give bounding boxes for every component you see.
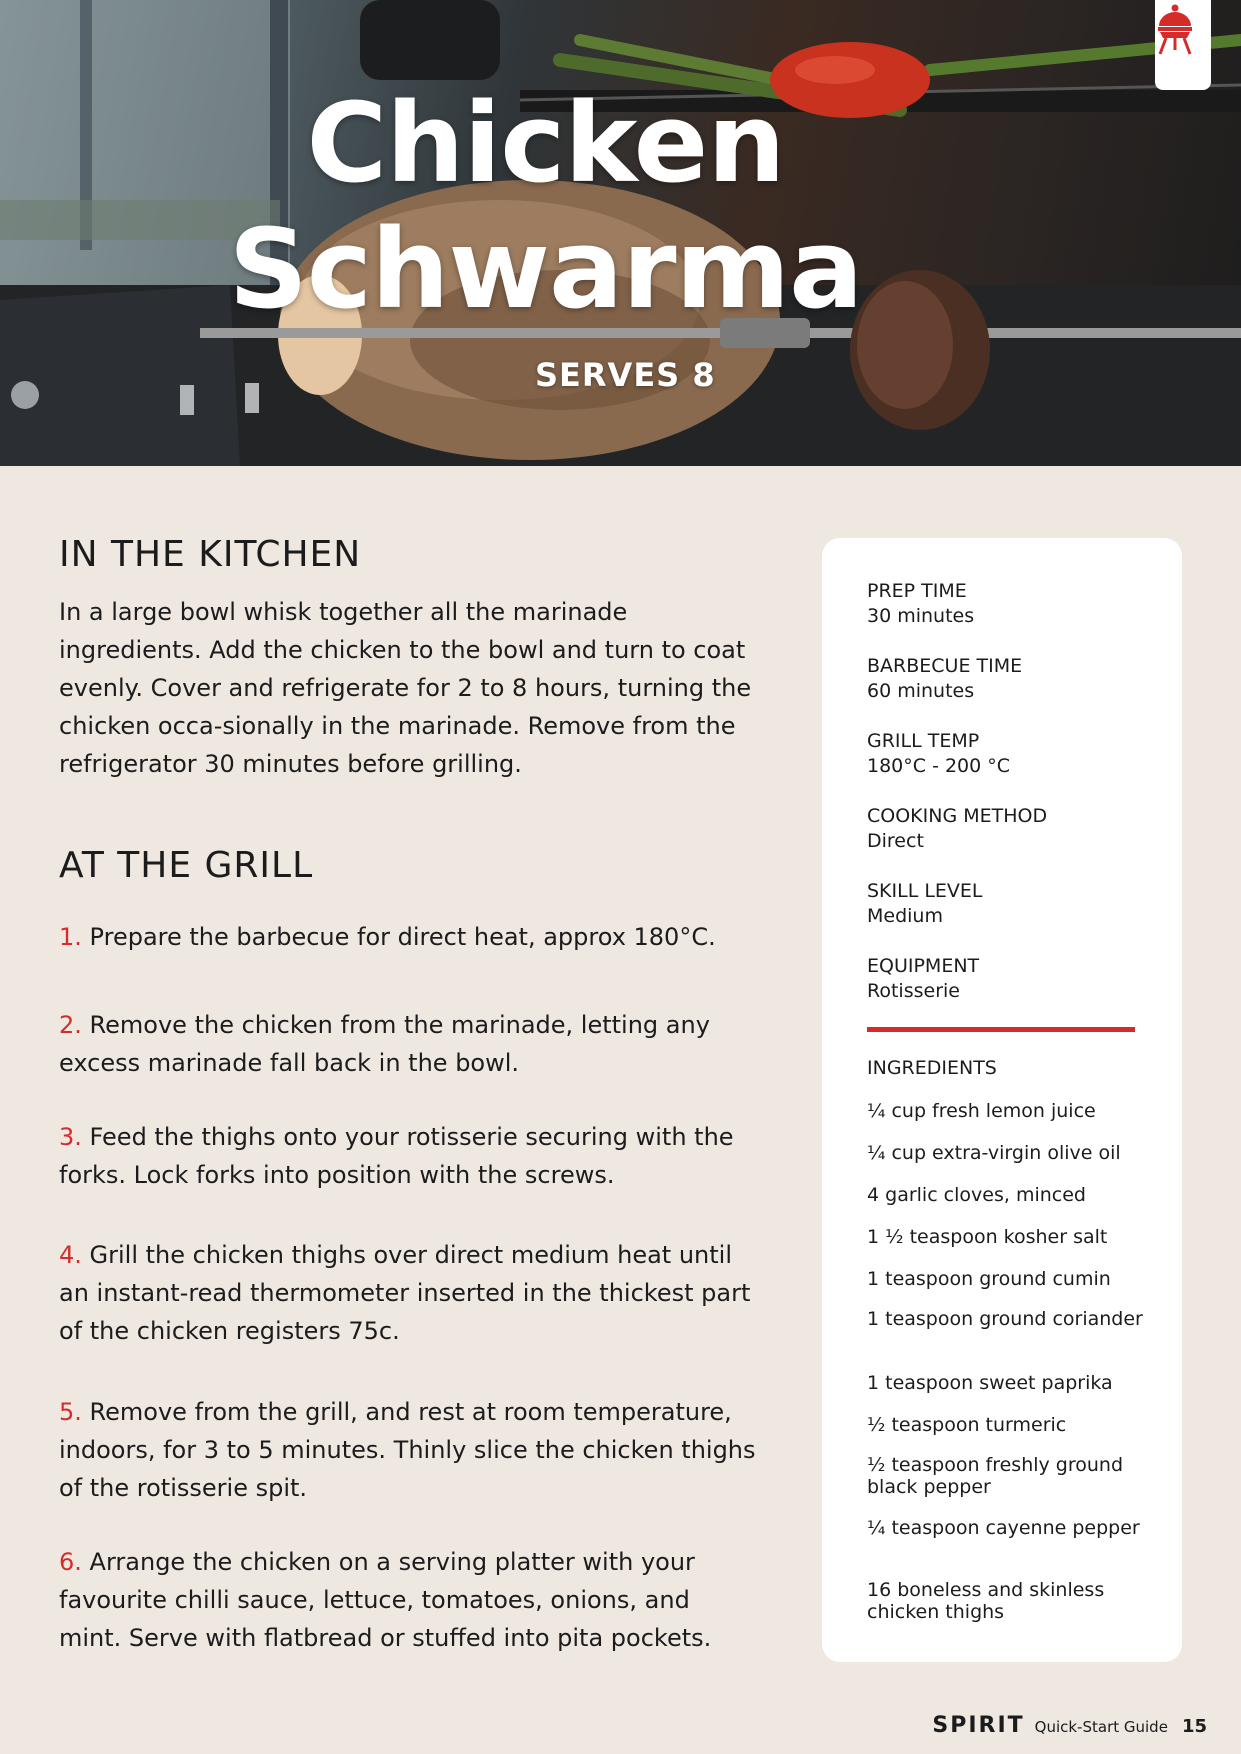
prep-time xyxy=(867,579,974,629)
grill-heading: AT THE GRILL xyxy=(59,845,314,886)
ingredient-item: ¼ cup extra-virgin olive oil xyxy=(867,1142,1121,1164)
title-line-2: Schwarma xyxy=(228,205,863,333)
step-text: Feed the thighs onto your rotisserie securing with the forks. Lock forks into position with the screws. xyxy=(59,1123,734,1189)
grill-temp xyxy=(867,729,1010,779)
title-line-1: Chicken xyxy=(306,79,785,207)
step-5 xyxy=(59,1393,759,1507)
grill-temp-label: GRILL TEMP xyxy=(867,730,980,752)
equipment xyxy=(867,954,979,1004)
ingredient-item: 1 teaspoon ground cumin xyxy=(867,1268,1111,1290)
step-number: 5. xyxy=(59,1398,82,1426)
step-number: 4. xyxy=(59,1241,82,1269)
recipe-info-card xyxy=(822,538,1182,1662)
step-number: 1. xyxy=(59,923,82,951)
skill-level-value: Medium xyxy=(867,905,943,927)
red-divider xyxy=(867,1027,1135,1032)
step-2 xyxy=(59,1006,759,1082)
step-number: 2. xyxy=(59,1011,82,1039)
equipment-label: EQUIPMENT xyxy=(867,955,980,977)
grill-temp-value: 180°C - 200 °C xyxy=(867,755,1011,777)
cooking-method xyxy=(867,804,1047,854)
barbecue-time-value: 60 minutes xyxy=(867,680,975,702)
kitchen-section xyxy=(59,534,759,783)
recipe-title xyxy=(0,80,1241,332)
ingredient-item: 1 teaspoon sweet paprika xyxy=(867,1372,1113,1394)
page-footer xyxy=(932,1713,1207,1738)
step-text: Remove from the grill, and rest at room temperature, indoors, for 3 to 5 minutes. Thinly slice the chicken thighs of the rotisserie spit. xyxy=(59,1398,756,1502)
cooking-method-value: Direct xyxy=(867,830,924,852)
step-4 xyxy=(59,1236,759,1350)
kettle-grill-icon xyxy=(1155,0,1195,56)
ingredient-item: 4 garlic cloves, minced xyxy=(867,1184,1086,1206)
step-text: Grill the chicken thighs over direct medium heat until an instant-read thermometer inserted in the thickest part of the chicken registers 75c. xyxy=(59,1241,751,1345)
prep-time-label: PREP TIME xyxy=(867,580,967,602)
step-number: 3. xyxy=(59,1123,82,1151)
barbecue-time-label: BARBECUE TIME xyxy=(867,655,1023,677)
ingredient-item: 16 boneless and skinless chicken thighs xyxy=(867,1579,1105,1623)
step-text: Prepare the barbecue for direct heat, approx 180°C. xyxy=(89,923,716,951)
ingredient-item: ¼ cup fresh lemon juice xyxy=(867,1100,1096,1122)
barbecue-time xyxy=(867,654,1022,704)
brand-logo xyxy=(1155,0,1211,90)
cooking-method-label: COOKING METHOD xyxy=(867,805,1048,827)
hero-photo xyxy=(0,0,1241,466)
footer-guide-label: Quick-Start Guide xyxy=(1034,1718,1168,1736)
ingredient-item: 1 ½ teaspoon kosher salt xyxy=(867,1226,1108,1248)
ingredient-item: ¼ teaspoon cayenne pepper xyxy=(867,1517,1140,1539)
step-text: Arrange the chicken on a serving platter with your favourite chilli sauce, lettuce, tomatoes, onions, and mint. Serve with flatbread or stuffed into pita pockets. xyxy=(59,1548,712,1652)
step-6 xyxy=(59,1543,759,1657)
step-1 xyxy=(59,918,759,956)
kitchen-heading: IN THE KITCHEN xyxy=(59,534,362,575)
skill-level xyxy=(867,879,983,929)
prep-time-value: 30 minutes xyxy=(867,605,975,627)
ingredients-heading: INGREDIENTS xyxy=(867,1057,997,1079)
serves-label: SERVES 8 xyxy=(535,356,716,394)
ingredient-item: 1 teaspoon ground coriander xyxy=(867,1308,1143,1330)
kitchen-instructions: In a large bowl whisk together all the marinade ingredients. Add the chicken to the bowl and turn to coat evenly. Cover and refrigerate for 2 to 8 hours, turning the chicken occa-sionally in the marinade. Remove from the refrigerator 30 minutes before grilling. xyxy=(59,598,752,778)
page-number: 15 xyxy=(1181,1716,1207,1737)
step-number: 6. xyxy=(59,1548,82,1576)
step-text: Remove the chicken from the marinade, letting any excess marinade fall back in the bowl. xyxy=(59,1011,710,1077)
skill-level-label: SKILL LEVEL xyxy=(867,880,983,902)
footer-brand: SPIRIT xyxy=(932,1713,1025,1738)
ingredient-item: ½ teaspoon freshly ground black pepper xyxy=(867,1454,1124,1498)
equipment-value: Rotisserie xyxy=(867,980,960,1002)
step-3 xyxy=(59,1118,759,1194)
ingredient-item: ½ teaspoon turmeric xyxy=(867,1414,1067,1436)
